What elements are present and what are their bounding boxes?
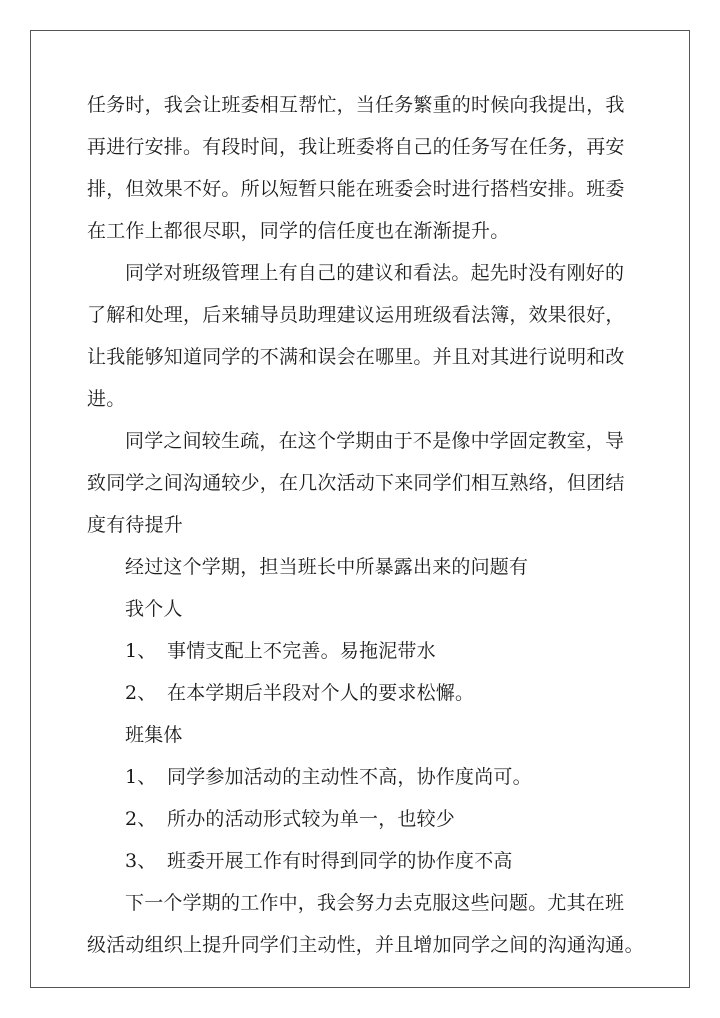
- list-item: [87, 630, 635, 672]
- text-line: 让我能够知道同学的不满和误会在哪里。并且对其进行说明和改: [87, 346, 625, 368]
- list-text: 所办的活动形式较为单一，也较少: [167, 808, 456, 830]
- paragraph-3: [87, 420, 635, 546]
- list-text: 事情支配上不完善。易拖泥带水: [167, 640, 436, 662]
- text-line: 任务时，我会让班委相互帮忙，当任务繁重的时候向我提出，我: [87, 94, 625, 116]
- text-line: 同学对班级管理上有自己的建议和看法。起先时没有刚好的: [125, 262, 625, 284]
- text-line: 度有待提升: [87, 514, 184, 536]
- section-heading-personal: 我个人: [125, 598, 183, 620]
- text-line: 下一个学期的工作中，我会努力去克服这些问题。尤其在班: [125, 892, 625, 914]
- paragraph-2: [87, 252, 635, 420]
- text-line: 再进行安排。有段时间，我让班委将自己的任务写在任务，再安: [87, 136, 625, 158]
- list-item: [87, 756, 635, 798]
- text-line: 同学之间较生疏，在这个学期由于不是像中学固定教室，导: [125, 430, 625, 452]
- list-number: 2、: [125, 682, 157, 704]
- list-number: 1、: [125, 766, 157, 788]
- list-number: 3、: [125, 850, 157, 872]
- list-number: 2、: [125, 808, 157, 830]
- list-item: [87, 798, 635, 840]
- text-line: 了解和处理，后来辅导员助理建议运用班级看法簿，效果很好，: [87, 304, 625, 326]
- text-line: 级活动组织上提升同学们主动性，并且增加同学之间的沟通沟通。: [87, 934, 644, 956]
- paragraph-1: [87, 84, 635, 252]
- text-line: 排，但效果不好。所以短暂只能在班委会时进行搭档安排。班委: [87, 178, 625, 200]
- list-item: [87, 840, 635, 882]
- list-number: 1、: [125, 640, 157, 662]
- list-text: 在本学期后半段对个人的要求松懈。: [167, 682, 475, 704]
- section-heading-collective: 班集体: [125, 724, 183, 746]
- list-item: [87, 672, 635, 714]
- list-text: 班委开展工作有时得到同学的协作度不高: [167, 850, 513, 872]
- list-text: 同学参加活动的主动性不高，协作度尚可。: [167, 766, 532, 788]
- text-line: 在工作上都很尽职，同学的信任度也在渐渐提升。: [87, 220, 510, 242]
- text-line: 进。: [87, 388, 126, 410]
- problems-intro: 经过这个学期，担当班长中所暴露出来的问题有: [125, 556, 529, 578]
- document-body: [87, 84, 644, 966]
- text-line: 致同学之间沟通较少，在几次活动下来同学们相互熟络，但团结: [87, 472, 625, 494]
- closing-paragraph: [87, 882, 644, 966]
